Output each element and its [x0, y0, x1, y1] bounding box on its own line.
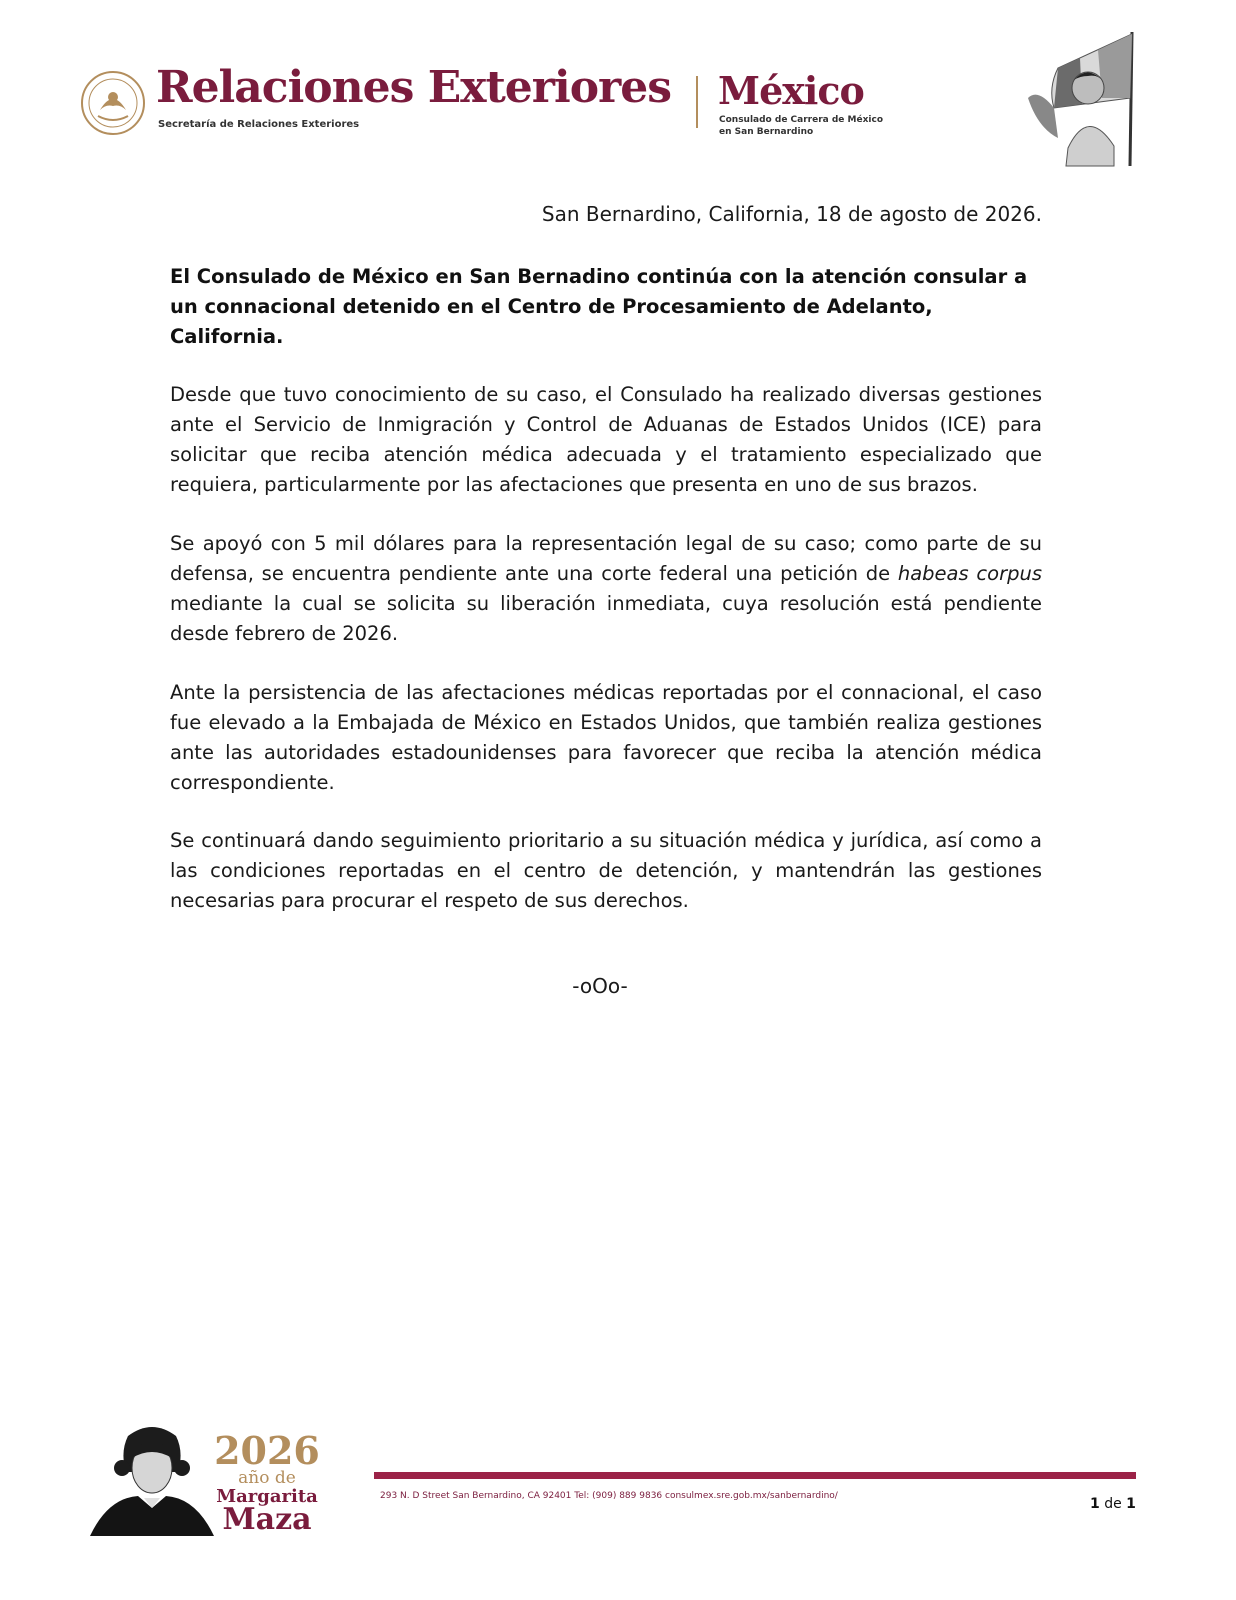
footer-bar [374, 1472, 1136, 1479]
commemorative-year: 2026 [214, 1428, 320, 1473]
brand-title: Relaciones Exteriores [156, 62, 671, 113]
body-paragraph [170, 529, 1042, 649]
closing-separator: -oOo- [572, 974, 628, 998]
consulate-line-2: en San Bernardino [719, 127, 814, 137]
country-title: México [718, 68, 864, 113]
national-seal-icon [80, 70, 146, 136]
paragraph-text: Se apoyó con 5 mil dólares para la representación legal de su caso; como parte de su defensa, se encuentra pendiente ante una corte federal una petición de [170, 532, 1042, 585]
date-line: San Bernardino, California, 18 de agosto de 2026. [541, 202, 1042, 226]
page-total: 1 [1126, 1496, 1136, 1512]
flag-bearer-illustration-icon [1018, 28, 1156, 168]
consulate-line-1: Consulado de Carrera de México [719, 115, 884, 125]
paragraph-text: mediante la cual se solicita su liberación inmediata, cuya resolución está pendiente desde febrero de 2026. [170, 592, 1042, 645]
page-counter [1090, 1496, 1136, 1512]
brand-subtitle: Secretaría de Relaciones Exteriores [158, 119, 360, 130]
page-current: 1 [1090, 1496, 1100, 1512]
consulate-name [719, 114, 883, 138]
press-headline: El Consulado de México en San Bernadino continúa con la atención consular a un connacional detenido en el Centro de Procesamiento de Adelanto, California. [170, 265, 1028, 348]
page-of: de [1104, 1496, 1122, 1512]
body-paragraph: Desde que tuvo conocimiento de su caso, el Consulado ha realizado diversas gestiones ante el Servicio de Inmigración y Control de Aduanas de Estados Unidos (ICE) para solicitar que reciba atención médica adecuada y el tratamiento especializado que requiera, particularmente por las afectaciones que presenta en uno de sus brazos. [170, 383, 1042, 496]
commemorative-honoree-last: Maza [222, 1502, 312, 1537]
italic-term: habeas corpus [897, 562, 1042, 585]
header-divider [696, 76, 698, 128]
body-paragraph: Se continuará dando seguimiento prioritario a su situación médica y jurídica, así como a las condiciones reportadas en el centro de detención, y mantendrán las gestiones necesarias para procurar el respeto de sus derechos. [170, 829, 1042, 912]
body-paragraph: Ante la persistencia de las afectaciones médicas reportadas por el connacional, el caso fue elevado a la Embajada de México en Estados Unidos, que también realiza gestiones ante las autoridades estadounidenses para favorecer que reciba la atención médica correspondiente. [170, 681, 1042, 794]
commemorative-year-word: año de [238, 1468, 296, 1488]
portrait-illustration-icon [88, 1422, 216, 1536]
footer-address: 293 N. D Street San Bernardino, CA 92401 Tel: (909) 889 9836 consulmex.sre.gob.mx/sanbernardino/ [380, 1491, 838, 1501]
commemorative-honoree-first: Margarita [216, 1486, 318, 1507]
